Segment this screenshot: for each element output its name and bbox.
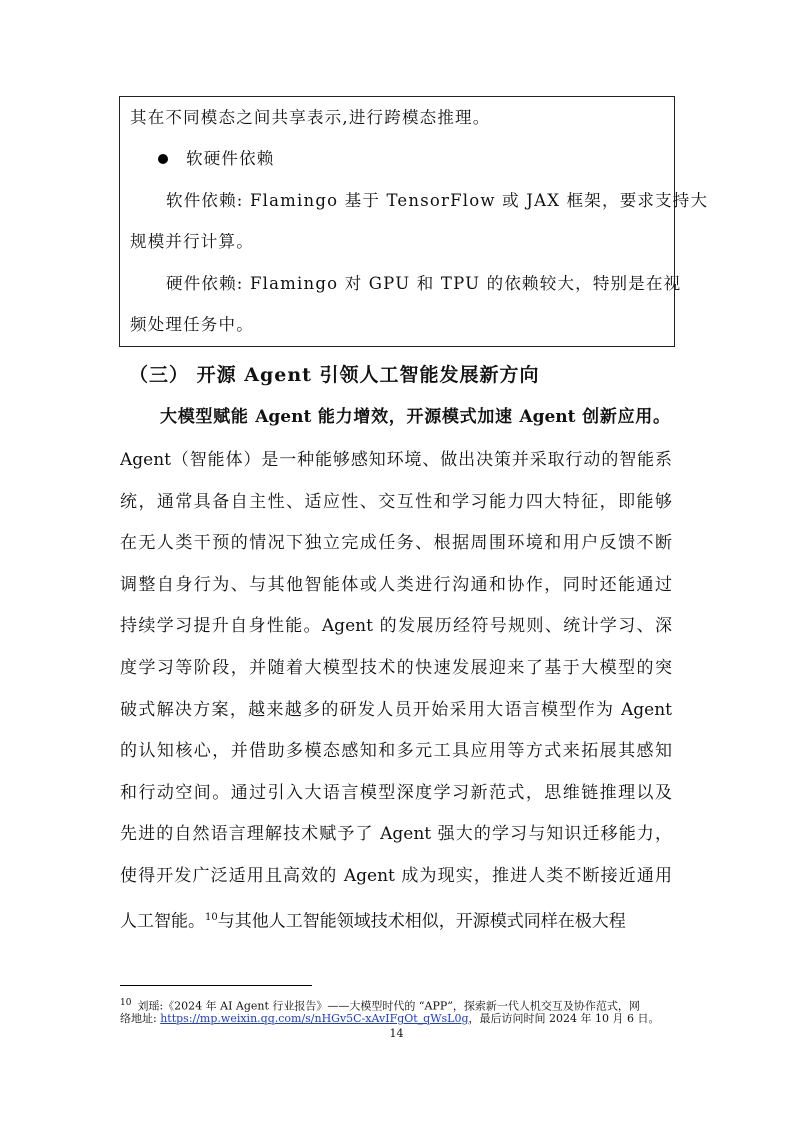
page-number: 14 bbox=[389, 1027, 404, 1040]
paragraph-line: 在无人类干预的情况下独立完成任务、根据周围环境和用户反馈不断 bbox=[120, 533, 672, 553]
last-line-post: 与其他人工智能领域技术相似，开源模式同样在极大程 bbox=[217, 911, 626, 932]
paragraph-line: 破式解决方案，越来越多的研发人员开始采用大语言模型作为 Agent bbox=[120, 700, 672, 720]
hardware-line-1: 硬件依赖: Flamingo 对 GPU 和 TPU 的依赖较大，特别是在视 bbox=[166, 274, 682, 293]
box-line-1: 其在不同模态之间共享表示,进行跨模态推理。 bbox=[130, 108, 491, 127]
footnote-number: 10 bbox=[120, 998, 132, 1008]
paragraph-line: 使得开发广泛适用且高效的 Agent 成为现实，推进人类不断接近通用 bbox=[120, 866, 672, 886]
footnote-suffix: ，最后访问时间 2024 年 10 月 6 日。 bbox=[468, 1012, 660, 1025]
last-line-pre: 人工智能。 bbox=[120, 911, 205, 932]
hardware-line-2: 频处理任务中。 bbox=[130, 315, 254, 334]
paragraph-line: 和行动空间。通过引入大语言模型深度学习新范式，思维链推理以及 bbox=[120, 783, 672, 803]
paragraph-line: 先进的自然语言理解技术赋予了 Agent 强大的学习与知识迁移能力， bbox=[120, 824, 672, 844]
paragraph-line: Agent（智能体）是一种能够感知环境、做出决策并采取行动的智能系 bbox=[120, 450, 672, 470]
paragraph-last-line bbox=[120, 907, 672, 933]
paragraph-line: 调整自身行为、与其他智能体或人类进行沟通和协作，同时还能通过 bbox=[120, 575, 672, 595]
footnote-line-1 bbox=[120, 996, 640, 1014]
paragraph-line: 统，通常具备自主性、适应性、交互性和学习能力四大特征，即能够 bbox=[120, 492, 672, 512]
footnote-link[interactable]: https://mp.weixin.qq.com/s/nHGv5C-xAvIFgOt_qWsL0g bbox=[160, 1012, 469, 1025]
paragraph-line: 持续学习提升自身性能。Agent 的发展历经符号规则、统计学习、深 bbox=[120, 616, 672, 636]
section-heading: （三） 开源 Agent 引领人工智能发展新方向 bbox=[129, 364, 540, 386]
footnote-ref[interactable]: 10 bbox=[205, 912, 218, 923]
paragraph-lead: 大模型赋能 Agent 能力增效，开源模式加速 Agent 创新应用。 bbox=[160, 407, 670, 427]
paragraph-line: 的认知核心，并借助多模态感知和多元工具应用等方式来拓展其感知 bbox=[120, 741, 672, 761]
software-line-1: 软件依赖: Flamingo 基于 TensorFlow 或 JAX 框架，要求支持大 bbox=[166, 191, 709, 210]
footnote-divider bbox=[120, 985, 312, 986]
quote-box bbox=[119, 96, 709, 347]
footnote-line-2 bbox=[120, 1012, 660, 1026]
bullet-label: 软硬件依赖 bbox=[186, 149, 275, 168]
footnote-text: 刘瑶:《2024 年 AI Agent 行业报告》——大模型时代的 “APP”，探索新一代人机交互及协作范式，网 bbox=[137, 999, 640, 1013]
software-line-2: 规模并行计算。 bbox=[130, 232, 254, 251]
paragraph-line: 度学习等阶段，并随着大模型技术的快速发展迎来了基于大模型的突 bbox=[120, 658, 672, 678]
bullet-icon bbox=[158, 154, 168, 164]
footnote-prefix: 络地址: bbox=[120, 1012, 161, 1025]
